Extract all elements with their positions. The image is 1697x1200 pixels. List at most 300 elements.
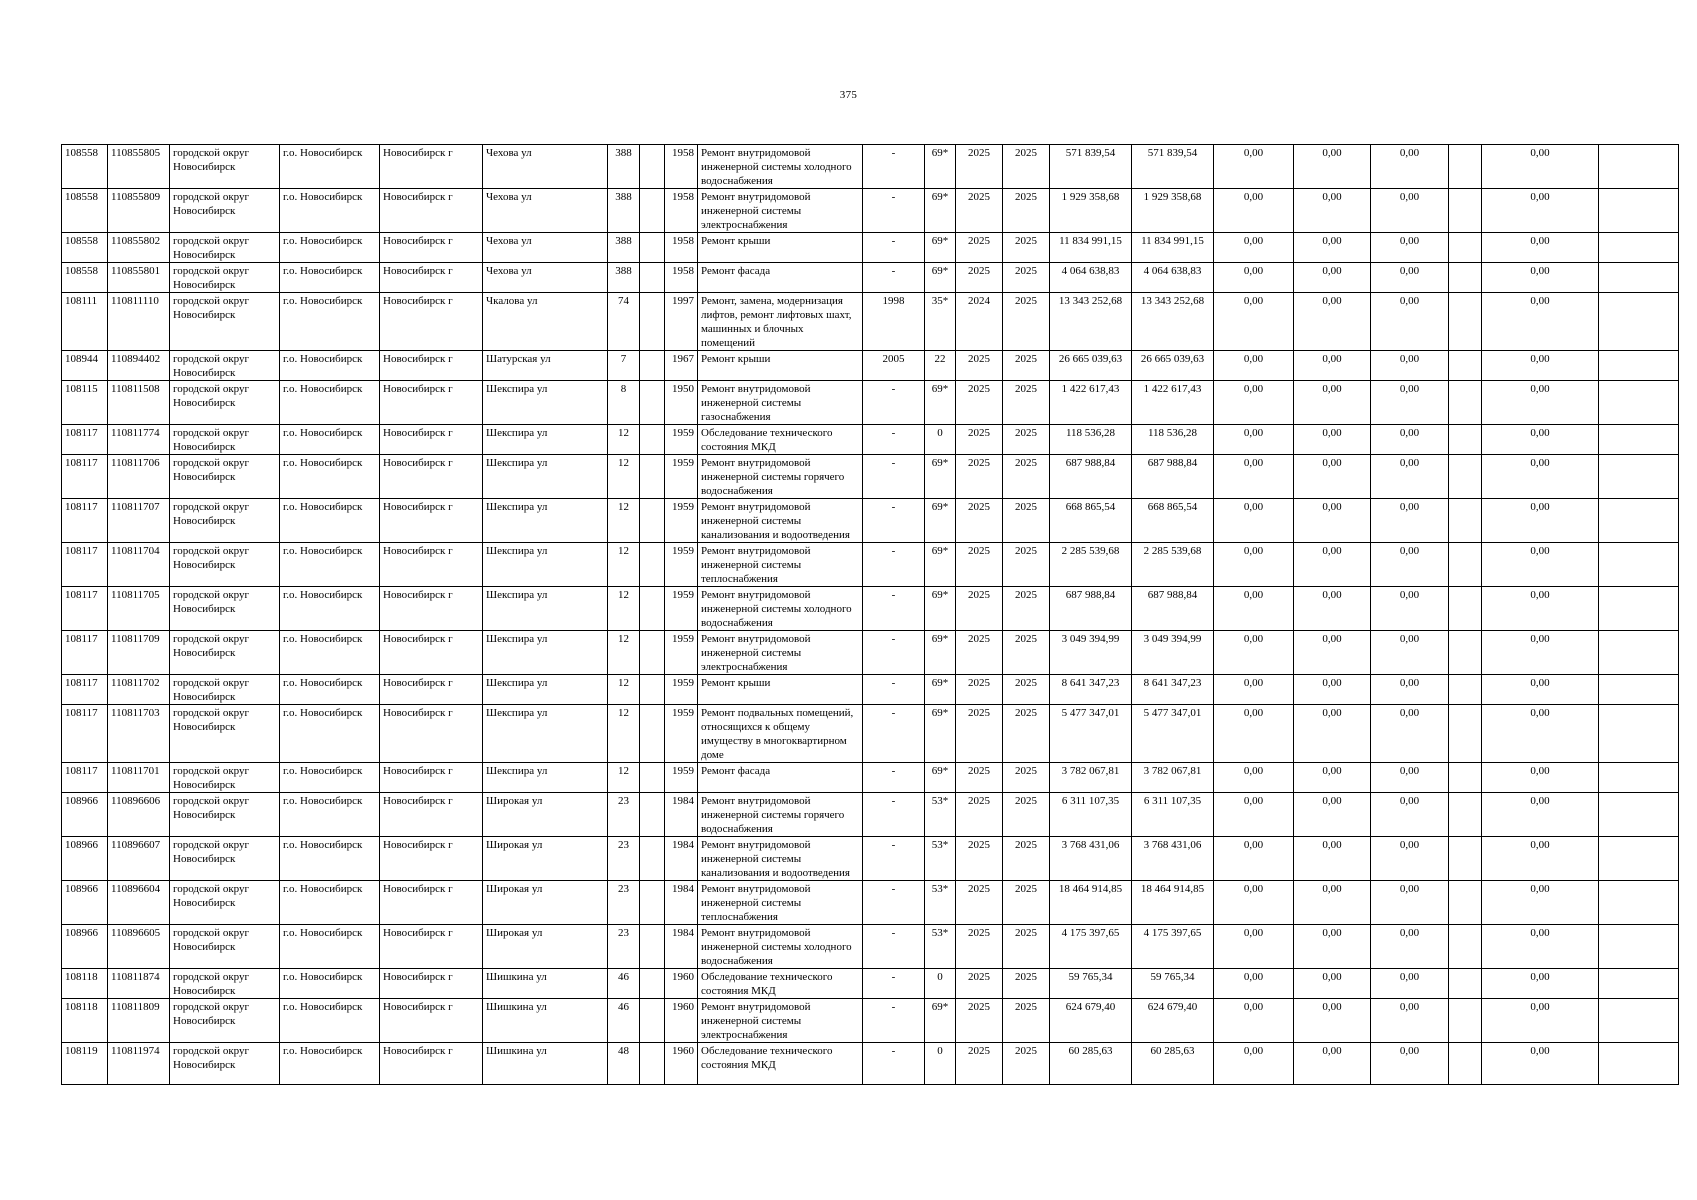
cell-last-repair: - <box>863 837 925 881</box>
cell-code: 110811707 <box>108 499 170 543</box>
cell-last-repair: - <box>863 381 925 425</box>
cell-cost-total: 5 477 347,01 <box>1050 705 1132 763</box>
cell-v6 <box>1599 381 1679 425</box>
cell-house: 23 <box>608 881 640 925</box>
cell-last-repair: 2005 <box>863 351 925 381</box>
cell-municipality: городской округ Новосибирск <box>170 881 280 925</box>
cell-house: 12 <box>608 705 640 763</box>
cell-id: 108966 <box>62 793 108 837</box>
cell-cost-total: 13 343 252,68 <box>1050 293 1132 351</box>
cell-street: Шекспира ул <box>483 499 608 543</box>
cell-code: 110811703 <box>108 705 170 763</box>
cell-municipality: городской округ Новосибирск <box>170 837 280 881</box>
cell-extra <box>640 381 665 425</box>
cell-last-repair: - <box>863 233 925 263</box>
cell-city: Новосибирск г <box>380 1043 483 1085</box>
cell-year-built: 1997 <box>665 293 698 351</box>
cell-house: 48 <box>608 1043 640 1085</box>
cell-year-built: 1959 <box>665 587 698 631</box>
cell-id: 108117 <box>62 499 108 543</box>
cell-street: Широкая ул <box>483 925 608 969</box>
cell-extra <box>640 675 665 705</box>
cell-cost-total: 26 665 039,63 <box>1050 351 1132 381</box>
cell-code: 110896604 <box>108 881 170 925</box>
cell-year-from: 2025 <box>956 925 1003 969</box>
cell-work: Ремонт крыши <box>698 675 863 705</box>
cell-house: 12 <box>608 455 640 499</box>
cell-city: Новосибирск г <box>380 145 483 189</box>
cell-v1: 0,00 <box>1214 499 1294 543</box>
cell-wear: 69* <box>925 543 956 587</box>
cell-v3: 0,00 <box>1371 293 1449 351</box>
cell-municipality: городской округ Новосибирск <box>170 705 280 763</box>
cell-wear: 53* <box>925 837 956 881</box>
cell-v1: 0,00 <box>1214 999 1294 1043</box>
cell-street: Шекспира ул <box>483 543 608 587</box>
table-row <box>62 293 1679 351</box>
cell-year-built: 1950 <box>665 381 698 425</box>
cell-street: Шекспира ул <box>483 675 608 705</box>
table-row <box>62 381 1679 425</box>
cell-street: Шатурская ул <box>483 351 608 381</box>
cell-v4 <box>1449 675 1482 705</box>
cell-v3: 0,00 <box>1371 705 1449 763</box>
cell-last-repair: - <box>863 631 925 675</box>
cell-v4 <box>1449 1043 1482 1085</box>
capital-repair-table <box>61 144 1679 1085</box>
cell-settlement-type: г.о. Новосибирск <box>280 381 380 425</box>
cell-city: Новосибирск г <box>380 837 483 881</box>
cell-extra <box>640 763 665 793</box>
cell-year-to: 2025 <box>1003 543 1050 587</box>
cell-v3: 0,00 <box>1371 631 1449 675</box>
cell-year-to: 2025 <box>1003 145 1050 189</box>
cell-wear: 69* <box>925 675 956 705</box>
table-row <box>62 351 1679 381</box>
cell-year-built: 1958 <box>665 189 698 233</box>
cell-cost-total: 6 311 107,35 <box>1050 793 1132 837</box>
cell-wear: 0 <box>925 1043 956 1085</box>
cell-code: 110811110 <box>108 293 170 351</box>
cell-year-built: 1960 <box>665 969 698 999</box>
cell-year-to: 2025 <box>1003 925 1050 969</box>
cell-v6 <box>1599 793 1679 837</box>
cell-code: 110894402 <box>108 351 170 381</box>
cell-cost-fund: 3 049 394,99 <box>1132 631 1214 675</box>
cell-v6 <box>1599 763 1679 793</box>
cell-wear: 69* <box>925 455 956 499</box>
cell-street: Шишкина ул <box>483 1043 608 1085</box>
cell-city: Новосибирск г <box>380 925 483 969</box>
cell-work: Ремонт внутридомовой инженерной системы электроснабжения <box>698 189 863 233</box>
cell-year-to: 2025 <box>1003 381 1050 425</box>
cell-v3: 0,00 <box>1371 675 1449 705</box>
cell-extra <box>640 499 665 543</box>
cell-cost-fund: 26 665 039,63 <box>1132 351 1214 381</box>
cell-v5: 0,00 <box>1482 705 1599 763</box>
cell-v3: 0,00 <box>1371 189 1449 233</box>
cell-city: Новосибирск г <box>380 969 483 999</box>
cell-extra <box>640 425 665 455</box>
cell-year-built: 1958 <box>665 233 698 263</box>
cell-v1: 0,00 <box>1214 631 1294 675</box>
cell-year-to: 2025 <box>1003 675 1050 705</box>
cell-v4 <box>1449 425 1482 455</box>
cell-city: Новосибирск г <box>380 793 483 837</box>
cell-year-to: 2025 <box>1003 969 1050 999</box>
cell-municipality: городской округ Новосибирск <box>170 1043 280 1085</box>
cell-cost-total: 3 782 067,81 <box>1050 763 1132 793</box>
cell-v3: 0,00 <box>1371 499 1449 543</box>
cell-v1: 0,00 <box>1214 587 1294 631</box>
cell-code: 110811701 <box>108 763 170 793</box>
cell-year-to: 2025 <box>1003 631 1050 675</box>
cell-v6 <box>1599 263 1679 293</box>
cell-v5: 0,00 <box>1482 1043 1599 1085</box>
cell-year-built: 1959 <box>665 425 698 455</box>
cell-extra <box>640 1043 665 1085</box>
cell-settlement-type: г.о. Новосибирск <box>280 999 380 1043</box>
cell-v1: 0,00 <box>1214 1043 1294 1085</box>
cell-street: Чехова ул <box>483 233 608 263</box>
cell-last-repair: - <box>863 587 925 631</box>
cell-wear: 53* <box>925 925 956 969</box>
cell-v5: 0,00 <box>1482 381 1599 425</box>
cell-settlement-type: г.о. Новосибирск <box>280 1043 380 1085</box>
cell-v4 <box>1449 381 1482 425</box>
cell-house: 7 <box>608 351 640 381</box>
cell-work: Ремонт внутридомовой инженерной системы канализования и водоотведения <box>698 499 863 543</box>
cell-extra <box>640 455 665 499</box>
cell-municipality: городской округ Новосибирск <box>170 793 280 837</box>
cell-city: Новосибирск г <box>380 263 483 293</box>
cell-year-built: 1959 <box>665 705 698 763</box>
cell-cost-total: 59 765,34 <box>1050 969 1132 999</box>
cell-city: Новосибирск г <box>380 351 483 381</box>
cell-v2: 0,00 <box>1294 543 1371 587</box>
cell-city: Новосибирск г <box>380 881 483 925</box>
cell-municipality: городской округ Новосибирск <box>170 455 280 499</box>
cell-last-repair: - <box>863 925 925 969</box>
cell-v6 <box>1599 499 1679 543</box>
cell-last-repair: - <box>863 1043 925 1085</box>
cell-v1: 0,00 <box>1214 969 1294 999</box>
cell-year-from: 2025 <box>956 425 1003 455</box>
cell-year-built: 1959 <box>665 631 698 675</box>
cell-v3: 0,00 <box>1371 351 1449 381</box>
cell-municipality: городской округ Новосибирск <box>170 925 280 969</box>
cell-work: Ремонт подвальных помещений, относящихся к общему имуществу в многоквартирном доме <box>698 705 863 763</box>
cell-wear: 69* <box>925 233 956 263</box>
cell-year-from: 2025 <box>956 587 1003 631</box>
cell-id: 108117 <box>62 675 108 705</box>
cell-v4 <box>1449 999 1482 1043</box>
cell-v2: 0,00 <box>1294 837 1371 881</box>
cell-city: Новосибирск г <box>380 587 483 631</box>
cell-v5: 0,00 <box>1482 837 1599 881</box>
cell-street: Шекспира ул <box>483 425 608 455</box>
cell-cost-total: 4 064 638,83 <box>1050 263 1132 293</box>
cell-municipality: городской округ Новосибирск <box>170 233 280 263</box>
cell-v2: 0,00 <box>1294 675 1371 705</box>
cell-cost-total: 60 285,63 <box>1050 1043 1132 1085</box>
cell-year-from: 2025 <box>956 381 1003 425</box>
cell-v5: 0,00 <box>1482 969 1599 999</box>
cell-last-repair: - <box>863 675 925 705</box>
cell-cost-total: 1 929 358,68 <box>1050 189 1132 233</box>
cell-id: 108111 <box>62 293 108 351</box>
cell-v5: 0,00 <box>1482 499 1599 543</box>
cell-v2: 0,00 <box>1294 925 1371 969</box>
cell-house: 74 <box>608 293 640 351</box>
cell-year-to: 2025 <box>1003 351 1050 381</box>
cell-cost-fund: 1 422 617,43 <box>1132 381 1214 425</box>
cell-v3: 0,00 <box>1371 925 1449 969</box>
table-row <box>62 263 1679 293</box>
cell-v3: 0,00 <box>1371 793 1449 837</box>
cell-v1: 0,00 <box>1214 925 1294 969</box>
cell-v4 <box>1449 969 1482 999</box>
cell-house: 388 <box>608 233 640 263</box>
cell-v1: 0,00 <box>1214 425 1294 455</box>
cell-cost-total: 18 464 914,85 <box>1050 881 1132 925</box>
cell-settlement-type: г.о. Новосибирск <box>280 925 380 969</box>
cell-v4 <box>1449 263 1482 293</box>
cell-v1: 0,00 <box>1214 881 1294 925</box>
cell-v2: 0,00 <box>1294 381 1371 425</box>
cell-v1: 0,00 <box>1214 233 1294 263</box>
cell-municipality: городской округ Новосибирск <box>170 189 280 233</box>
cell-last-repair: - <box>863 425 925 455</box>
cell-work: Ремонт фасада <box>698 263 863 293</box>
cell-year-to: 2025 <box>1003 1043 1050 1085</box>
cell-id: 108966 <box>62 925 108 969</box>
cell-v6 <box>1599 145 1679 189</box>
cell-v1: 0,00 <box>1214 793 1294 837</box>
cell-v5: 0,00 <box>1482 351 1599 381</box>
cell-v5: 0,00 <box>1482 587 1599 631</box>
cell-municipality: городской округ Новосибирск <box>170 351 280 381</box>
cell-city: Новосибирск г <box>380 425 483 455</box>
cell-year-built: 1984 <box>665 837 698 881</box>
cell-wear: 69* <box>925 999 956 1043</box>
cell-v6 <box>1599 425 1679 455</box>
cell-v4 <box>1449 351 1482 381</box>
cell-v4 <box>1449 233 1482 263</box>
cell-v3: 0,00 <box>1371 587 1449 631</box>
cell-v6 <box>1599 675 1679 705</box>
cell-settlement-type: г.о. Новосибирск <box>280 189 380 233</box>
cell-code: 110811706 <box>108 455 170 499</box>
cell-id: 108117 <box>62 425 108 455</box>
cell-work: Ремонт фасада <box>698 763 863 793</box>
cell-code: 110811974 <box>108 1043 170 1085</box>
cell-settlement-type: г.о. Новосибирск <box>280 351 380 381</box>
cell-v5: 0,00 <box>1482 543 1599 587</box>
cell-work: Ремонт внутридомовой инженерной системы теплоснабжения <box>698 543 863 587</box>
cell-extra <box>640 969 665 999</box>
cell-v6 <box>1599 233 1679 263</box>
table-row <box>62 675 1679 705</box>
cell-house: 23 <box>608 837 640 881</box>
cell-id: 108558 <box>62 263 108 293</box>
cell-street: Шекспира ул <box>483 455 608 499</box>
cell-extra <box>640 293 665 351</box>
cell-v4 <box>1449 763 1482 793</box>
cell-extra <box>640 263 665 293</box>
cell-settlement-type: г.о. Новосибирск <box>280 969 380 999</box>
cell-cost-fund: 1 929 358,68 <box>1132 189 1214 233</box>
cell-year-from: 2025 <box>956 969 1003 999</box>
cell-year-from: 2025 <box>956 763 1003 793</box>
cell-year-from: 2025 <box>956 837 1003 881</box>
cell-v6 <box>1599 351 1679 381</box>
cell-cost-fund: 687 988,84 <box>1132 455 1214 499</box>
cell-v2: 0,00 <box>1294 189 1371 233</box>
cell-v3: 0,00 <box>1371 425 1449 455</box>
cell-city: Новосибирск г <box>380 705 483 763</box>
cell-v6 <box>1599 969 1679 999</box>
cell-id: 108118 <box>62 969 108 999</box>
cell-v3: 0,00 <box>1371 263 1449 293</box>
cell-v4 <box>1449 587 1482 631</box>
cell-city: Новосибирск г <box>380 293 483 351</box>
cell-code: 110811705 <box>108 587 170 631</box>
cell-id: 108966 <box>62 881 108 925</box>
cell-code: 110811774 <box>108 425 170 455</box>
table-row <box>62 999 1679 1043</box>
cell-v2: 0,00 <box>1294 1043 1371 1085</box>
cell-last-repair: - <box>863 881 925 925</box>
cell-v6 <box>1599 705 1679 763</box>
cell-cost-fund: 8 641 347,23 <box>1132 675 1214 705</box>
cell-code: 110811508 <box>108 381 170 425</box>
cell-cost-total: 11 834 991,15 <box>1050 233 1132 263</box>
cell-id: 108117 <box>62 455 108 499</box>
cell-v6 <box>1599 999 1679 1043</box>
cell-house: 46 <box>608 999 640 1043</box>
cell-year-to: 2025 <box>1003 587 1050 631</box>
cell-v4 <box>1449 631 1482 675</box>
cell-extra <box>640 881 665 925</box>
cell-city: Новосибирск г <box>380 499 483 543</box>
cell-wear: 69* <box>925 381 956 425</box>
cell-work: Ремонт внутридомовой инженерной системы электроснабжения <box>698 999 863 1043</box>
cell-extra <box>640 793 665 837</box>
cell-v2: 0,00 <box>1294 145 1371 189</box>
cell-settlement-type: г.о. Новосибирск <box>280 587 380 631</box>
cell-id: 108117 <box>62 705 108 763</box>
cell-v1: 0,00 <box>1214 263 1294 293</box>
cell-v6 <box>1599 837 1679 881</box>
cell-v4 <box>1449 543 1482 587</box>
cell-street: Широкая ул <box>483 837 608 881</box>
cell-v6 <box>1599 455 1679 499</box>
cell-v5: 0,00 <box>1482 263 1599 293</box>
cell-year-built: 1967 <box>665 351 698 381</box>
cell-year-from: 2025 <box>956 543 1003 587</box>
cell-cost-fund: 2 285 539,68 <box>1132 543 1214 587</box>
cell-v2: 0,00 <box>1294 705 1371 763</box>
cell-id: 108118 <box>62 999 108 1043</box>
cell-cost-fund: 18 464 914,85 <box>1132 881 1214 925</box>
cell-last-repair: - <box>863 999 925 1043</box>
cell-municipality: городской округ Новосибирск <box>170 631 280 675</box>
cell-city: Новосибирск г <box>380 631 483 675</box>
cell-v6 <box>1599 587 1679 631</box>
cell-year-to: 2025 <box>1003 455 1050 499</box>
cell-settlement-type: г.о. Новосибирск <box>280 793 380 837</box>
table-row <box>62 763 1679 793</box>
cell-year-from: 2025 <box>956 1043 1003 1085</box>
cell-year-built: 1984 <box>665 793 698 837</box>
cell-v4 <box>1449 455 1482 499</box>
cell-v6 <box>1599 881 1679 925</box>
cell-street: Чехова ул <box>483 263 608 293</box>
cell-wear: 69* <box>925 189 956 233</box>
cell-extra <box>640 587 665 631</box>
table-body <box>62 145 1679 1085</box>
cell-v5: 0,00 <box>1482 925 1599 969</box>
cell-house: 12 <box>608 763 640 793</box>
cell-street: Чкалова ул <box>483 293 608 351</box>
cell-v1: 0,00 <box>1214 189 1294 233</box>
cell-v4 <box>1449 793 1482 837</box>
cell-id: 108558 <box>62 233 108 263</box>
cell-extra <box>640 189 665 233</box>
cell-wear: 69* <box>925 587 956 631</box>
cell-cost-fund: 11 834 991,15 <box>1132 233 1214 263</box>
cell-year-to: 2025 <box>1003 233 1050 263</box>
cell-wear: 53* <box>925 793 956 837</box>
cell-year-to: 2025 <box>1003 999 1050 1043</box>
cell-municipality: городской округ Новосибирск <box>170 145 280 189</box>
cell-cost-fund: 4 175 397,65 <box>1132 925 1214 969</box>
cell-v5: 0,00 <box>1482 189 1599 233</box>
cell-v2: 0,00 <box>1294 631 1371 675</box>
cell-cost-fund: 571 839,54 <box>1132 145 1214 189</box>
cell-v5: 0,00 <box>1482 425 1599 455</box>
cell-v3: 0,00 <box>1371 233 1449 263</box>
cell-extra <box>640 351 665 381</box>
cell-year-from: 2025 <box>956 351 1003 381</box>
cell-year-from: 2025 <box>956 999 1003 1043</box>
cell-work: Ремонт крыши <box>698 233 863 263</box>
cell-last-repair: - <box>863 263 925 293</box>
cell-v2: 0,00 <box>1294 763 1371 793</box>
cell-cost-fund: 59 765,34 <box>1132 969 1214 999</box>
cell-cost-total: 8 641 347,23 <box>1050 675 1132 705</box>
table-row <box>62 793 1679 837</box>
cell-v5: 0,00 <box>1482 999 1599 1043</box>
cell-settlement-type: г.о. Новосибирск <box>280 293 380 351</box>
cell-city: Новосибирск г <box>380 233 483 263</box>
cell-v2: 0,00 <box>1294 263 1371 293</box>
cell-last-repair: 1998 <box>863 293 925 351</box>
cell-id: 108944 <box>62 351 108 381</box>
cell-settlement-type: г.о. Новосибирск <box>280 543 380 587</box>
cell-house: 8 <box>608 381 640 425</box>
cell-year-to: 2025 <box>1003 189 1050 233</box>
cell-municipality: городской округ Новосибирск <box>170 999 280 1043</box>
cell-cost-fund: 6 311 107,35 <box>1132 793 1214 837</box>
cell-wear: 0 <box>925 969 956 999</box>
cell-work: Обследование технического состояния МКД <box>698 425 863 455</box>
cell-year-to: 2025 <box>1003 293 1050 351</box>
cell-cost-fund: 60 285,63 <box>1132 1043 1214 1085</box>
cell-v3: 0,00 <box>1371 145 1449 189</box>
cell-municipality: городской округ Новосибирск <box>170 969 280 999</box>
